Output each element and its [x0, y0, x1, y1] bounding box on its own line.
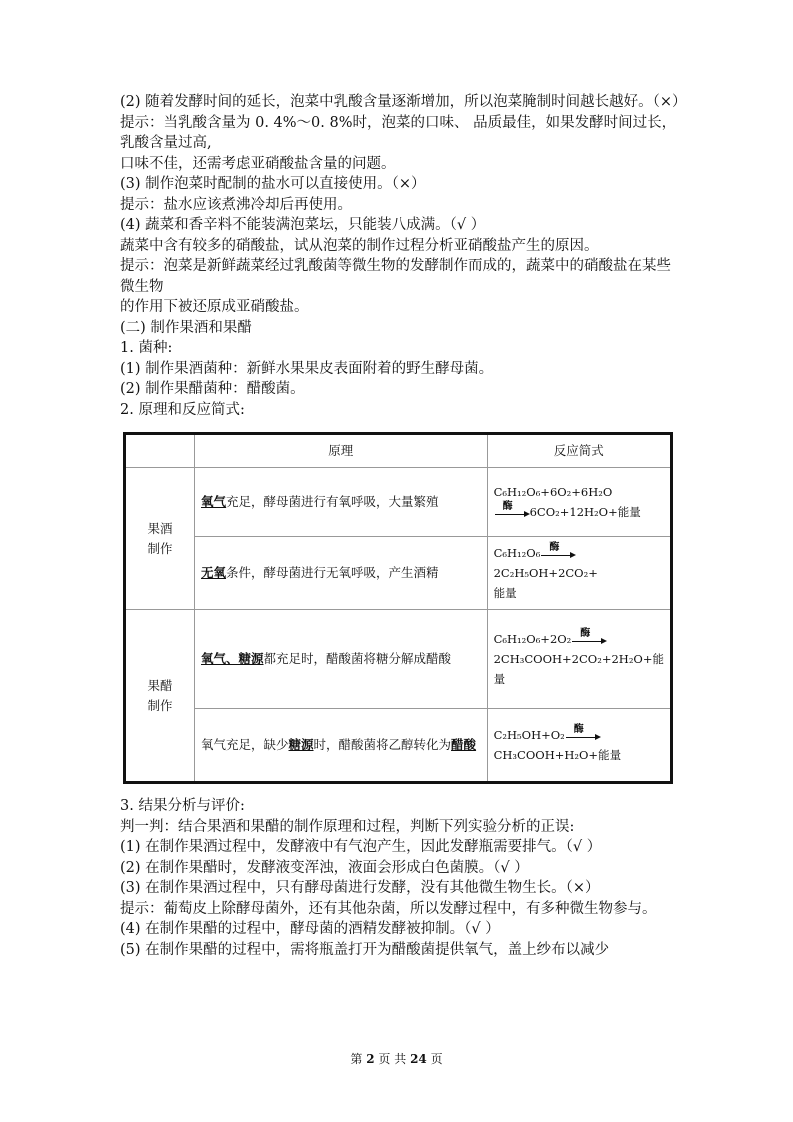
- paragraph: (2) 在制作果醋时，发酵液变浑浊，液面会形成白色菌膜。（√ ）: [120, 859, 529, 876]
- paragraph: 的作用下被还原成亚硝酸盐。: [120, 299, 309, 315]
- keyword: 糖源: [288, 737, 314, 752]
- paragraph: (5) 在制作果醋的过程中，需将瓶盖打开为醋酸菌提供氧气，盖上纱布以减少: [120, 941, 610, 958]
- paragraph: 判一判：结合果酒和果醋的制作原理和过程，判断下列实验分析的正误:: [120, 818, 575, 835]
- paragraph: (4) 在制作果醋的过程中，酵母菌的酒精发酵被抑制。（√ ）: [120, 921, 500, 937]
- enzyme-arrow-icon: 酶: [566, 729, 600, 743]
- formula-cell: C₆H₁₂O₆+2O₂ 酶 2CH₃COOH+2CO₂+2H₂O+能 量: [487, 610, 671, 709]
- reaction-table: [123, 432, 673, 784]
- header-blank: [125, 434, 195, 468]
- page-number: 2: [366, 1052, 375, 1066]
- category-vinegar: 果醋 制作: [125, 610, 195, 783]
- formula-cell: C₆H₁₂O₆+6O₂+6H₂O 酶 6CO₂+12H₂O+能量: [487, 468, 671, 537]
- paragraph: (3) 在制作果酒过程中，只有酵母菌进行发酵，没有其他微生物生长。（×）: [120, 880, 600, 896]
- enzyme-arrow-icon: 酶: [495, 506, 529, 520]
- table-row: [125, 537, 672, 610]
- paragraph: 提示：盐水应该煮沸冷却后再使用。: [120, 196, 352, 213]
- keyword: 无氧: [201, 565, 227, 580]
- table-row: [125, 709, 672, 783]
- keyword: 氧气、糖源: [201, 651, 264, 666]
- principle-cell: 氧气充足，缺少糖源时，醋酸菌将乙醇转化为醋酸: [195, 709, 488, 783]
- formula-cell: C₆H₁₂O₆ 酶 2C₂H₅OH+2CO₂+ 能量: [487, 537, 671, 610]
- paragraph: (3) 制作泡菜时配制的盐水可以直接使用。（×）: [120, 176, 426, 192]
- page-footer: 第 2 页 共 24 页: [350, 1052, 443, 1066]
- enzyme-arrow-icon: 酶: [541, 547, 575, 561]
- paragraph: (4) 蔬菜和香辛料不能装满泡菜坛，只能装八成满。（√ ）: [120, 217, 486, 233]
- principle-cell: 氧气、糖源都充足时，醋酸菌将糖分解成醋酸: [195, 610, 488, 709]
- paragraph: (2) 制作果醋菌种：醋酸菌。: [120, 381, 305, 397]
- header-principle: 原理: [195, 434, 488, 468]
- table-row: [125, 610, 672, 709]
- table-row: [125, 468, 672, 537]
- paragraph: (1) 在制作果酒过程中，发酵液中有气泡产生，因此发酵瓶需要排气。（√ ）: [120, 839, 602, 855]
- principle-cell: 氧气充足，酵母菌进行有氧呼吸，大量繁殖: [195, 468, 488, 537]
- formula-cell: C₂H₅OH+O₂ 酶 CH₃COOH+H₂O+能量: [487, 709, 671, 783]
- page-total: 24: [410, 1052, 427, 1066]
- keyword: 醋酸: [451, 737, 477, 752]
- paragraph: 口味不佳，还需考虑亚硝酸盐含量的问题。: [120, 155, 396, 172]
- section-heading: (二) 制作果酒和果醋: [120, 319, 252, 336]
- table-header-row: [125, 434, 672, 468]
- subheading: 3. 结果分析与评价:: [120, 798, 245, 814]
- paragraph: (2) 随着发酵时间的延长，泡菜中乳酸含量逐渐增加，所以泡菜腌制时间越长越好。（×）: [120, 94, 687, 110]
- paragraph: 提示：葡萄皮上除酵母菌外，还有其他杂菌，所以发酵过程中，有多种微生物参与。: [120, 900, 657, 917]
- paragraph: 蔬菜中含有较多的硝酸盐，试从泡菜的制作过程分析亚硝酸盐产生的原因。: [120, 237, 599, 254]
- document-body: [120, 92, 687, 960]
- category-wine: 果酒 制作: [125, 468, 195, 610]
- keyword: 氧气: [201, 494, 227, 509]
- paragraph: (1) 制作果酒菌种：新鲜水果果皮表面附着的野生酵母菌。: [120, 360, 494, 377]
- paragraph: 提示：当乳酸含量为 0. 4%～0. 8%时，泡菜的口味、 品质最佳，如果发酵时间过长，乳酸含量过高,: [120, 114, 677, 151]
- subheading: 2. 原理和反应简式:: [120, 401, 245, 418]
- subheading: 1. 菌种:: [120, 340, 173, 356]
- principle-cell: 无氧条件，酵母菌进行无氧呼吸，产生酒精: [195, 537, 488, 610]
- header-formula: 反应简式: [487, 434, 671, 468]
- enzyme-arrow-icon: 酶: [572, 633, 606, 647]
- paragraph: 提示：泡菜是新鲜蔬菜经过乳酸菌等微生物的发酵制作而成的，蔬菜中的硝酸盐在某些微生物: [120, 258, 671, 295]
